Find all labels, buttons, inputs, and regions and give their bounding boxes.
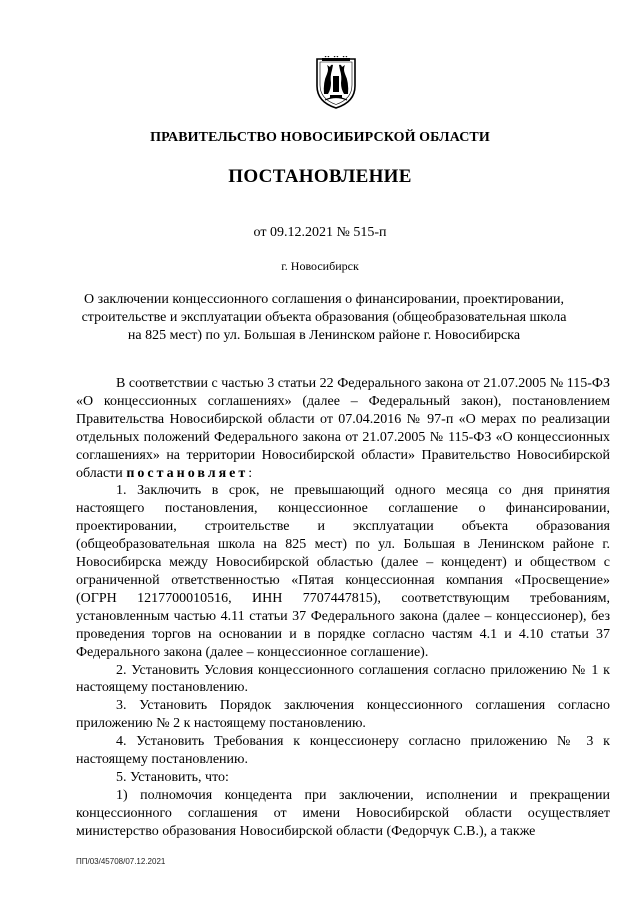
item-paragraph-5: 5. Установить, что: <box>116 769 229 785</box>
document-subject: О заключении концессионного соглашения о финансировании, проектировании, строительстве и эксплуатации объекта образования (общеобразовательная школа на 825 мест) по ул. Большая в Ленинском районе г. Новосибирска <box>81 292 567 343</box>
document-date-number <box>0 225 640 241</box>
item-paragraph-4: 4. Установить Требования к концессионеру согласно приложению № 3 к настоящему постановлению. <box>76 734 610 768</box>
government-name: ПРАВИТЕЛЬСТВО НОВОСИБИРСКОЙ ОБЛАСТИ <box>150 130 490 145</box>
decrees-colon: : <box>248 465 253 481</box>
decrees-word: постановляет <box>126 465 249 481</box>
document-type-title: ПОСТАНОВЛЕНИЕ <box>228 166 412 187</box>
city-line: г. Новосибирск <box>281 259 359 273</box>
document-date: 09.12.2021 <box>269 225 333 240</box>
subitem-paragraph-5-1: 1) полномочия концедента при заключении, исполнении и прекращении концессионного соглашения от имени Новосибирской области осуществляет министерство образования Новосибирской области (Федорчук С.В.), а также <box>76 787 610 839</box>
preamble-paragraph <box>76 375 610 482</box>
preamble-text: В соответствии с частью 3 статьи 22 Федерального закона от 21.07.2005 № 115-ФЗ «О концессионных соглашениях» (далее – Федеральный закон), постановлением Правительства Новосибирской области от 07.04.2016 № 97-п «О мерах по реализации отдельных положений Федерального закона от 21.07.2005 № 115-ФЗ «О концессионных соглашениях» на территории Новосибирской области» Правительство Новосибирской области <box>76 376 610 481</box>
coat-of-arms-icon <box>313 56 359 110</box>
document-number: 515-п <box>353 225 387 240</box>
item-paragraph-2: 2. Установить Условия концессионного соглашения согласно приложению № 1 к настоящему постановлению. <box>76 662 610 696</box>
item-paragraph-1: 1. Заключить в срок, не превышающий одного месяца со дня принятия настоящего постановления, концессионное соглашение о финансировании, проектировании, строительстве и эксплуатации объекта образования (общеобразовательная школа на 825 мест) по ул. Большая в Ленинском районе г. Новосибирска между Новосибирской областью (далее – концедент) и обществом с ограниченной ответственностью «Пятая концессионная компания «Просвещение» (ОГРН 1217700010516, ИНН 7707447815), соответствующим требованиям, установленным частью 4.11 статьи 37 Федерального закона (далее – концессионер), без проведения торгов на основании и в порядке согласно частям 4.1 и 4.10 статьи 37 Федерального закона (далее – концессионное соглашение). <box>76 483 610 660</box>
date-prefix: от <box>253 225 270 240</box>
number-prefix: № <box>332 225 354 240</box>
item-paragraph-3: 3. Установить Порядок заключения концессионного соглашения согласно приложению № 2 к настоящему постановлению. <box>76 698 610 732</box>
footer-document-code: ПП/03/45708/07.12.2021 <box>76 857 166 866</box>
document-body <box>76 375 610 841</box>
